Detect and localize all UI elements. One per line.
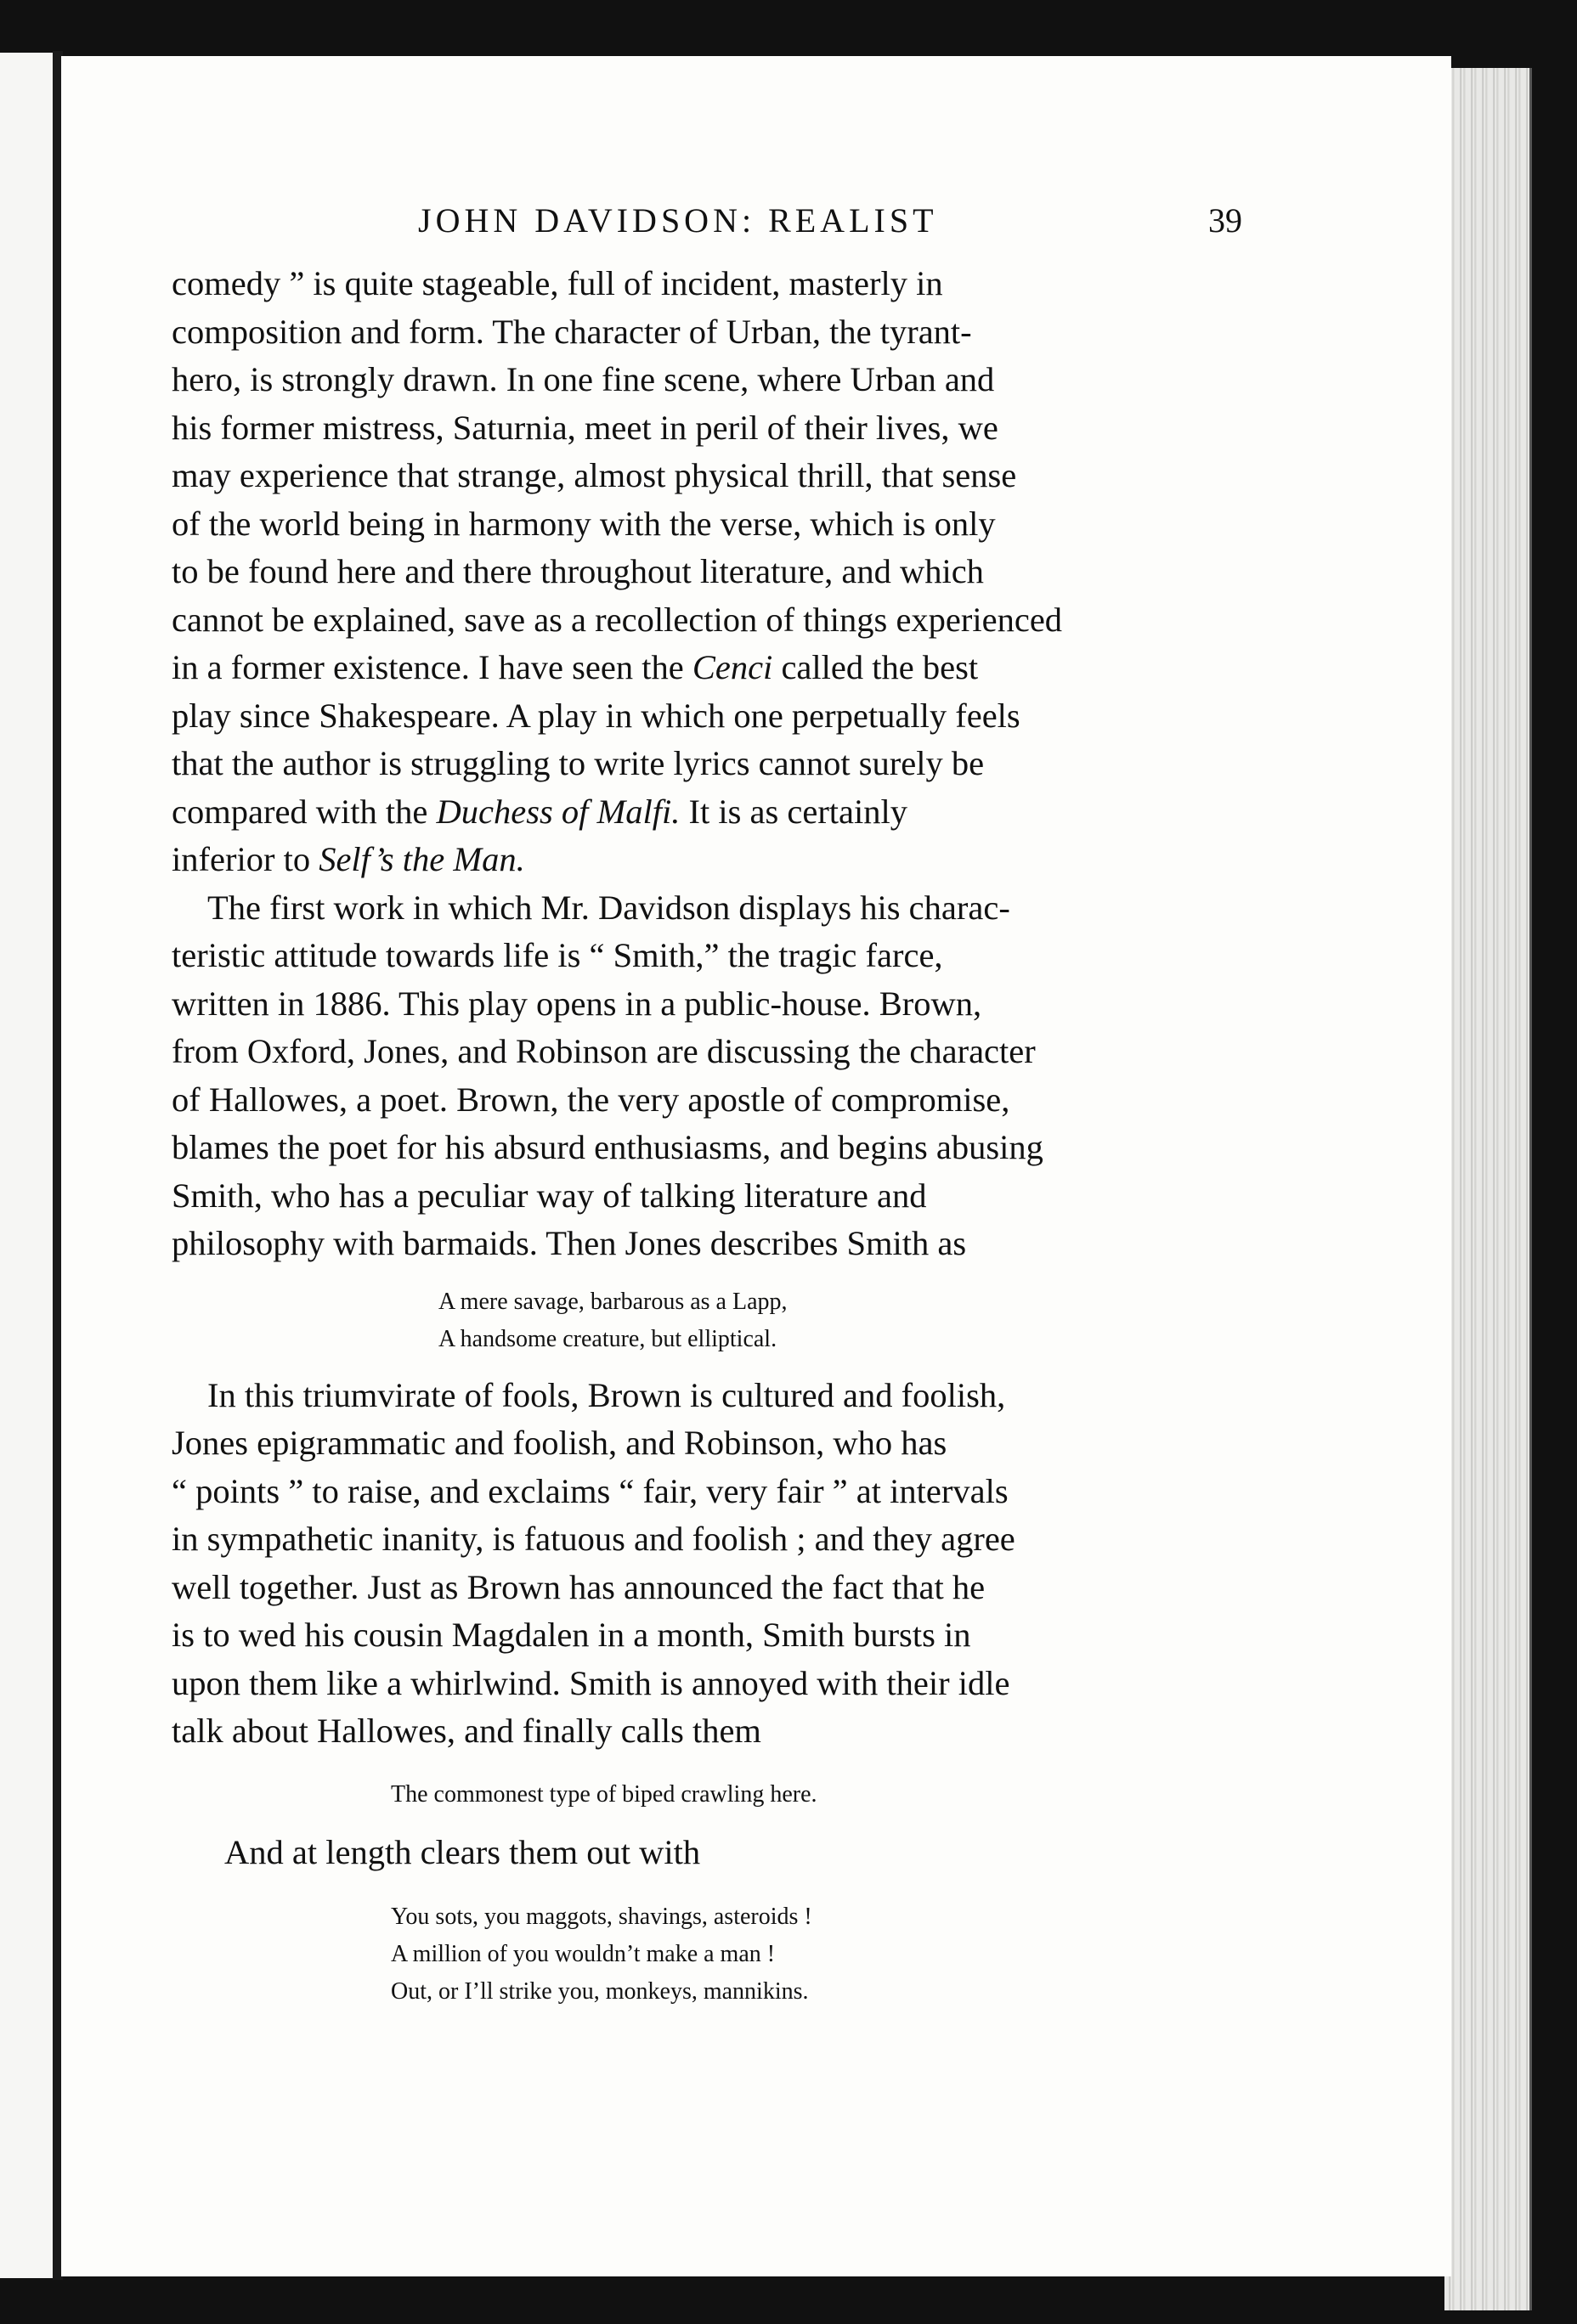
verse-line: A million of you wouldn’t make a man ! <box>391 1941 776 1967</box>
text-line: Jones epigrammatic and foolish, and Robinson, who has <box>172 1424 947 1462</box>
text-line: comedy ” is quite stageable, full of incident, masterly in <box>172 264 943 302</box>
text-line: to be found here and there throughout literature, and which <box>172 552 984 590</box>
verse-line: You sots, you maggots, shavings, asteroids ! <box>391 1904 812 1930</box>
text-line: And at length clears them out with <box>224 1832 701 1871</box>
verse-quote-1 <box>172 1283 1242 1358</box>
text-line: The first work in which Mr. Davidson displays his charac- <box>207 888 1010 927</box>
line-text: compared with the <box>172 792 437 831</box>
verse-quote-2 <box>172 1776 1242 1814</box>
text-line: from Oxford, Jones, and Robinson are discussing the character <box>172 1032 1036 1070</box>
line-text: inferior to <box>172 840 319 878</box>
text-line <box>172 836 1242 884</box>
text-line: blames the poet for his absurd enthusiasms, and begins abusing <box>172 1128 1043 1166</box>
text-line: talk about Hallowes, and finally calls them <box>172 1712 761 1750</box>
text-line <box>172 644 1242 692</box>
text-line: may experience that strange, almost physical thrill, that sense <box>172 456 1017 494</box>
text-line: Smith, who has a peculiar way of talking literature and <box>172 1176 927 1215</box>
text-line: “ points ” to raise, and exclaims “ fair, very fair ” at intervals <box>172 1471 1009 1510</box>
paragraph-2 <box>172 884 1242 1268</box>
book-page <box>61 56 1451 2276</box>
page-stack-edges <box>1444 68 1532 2310</box>
text-line: philosophy with barmaids. Then Jones describes Smith as <box>172 1224 967 1262</box>
verse-line: A mere savage, barbarous as a Lapp, <box>438 1288 788 1315</box>
italic-title-selfs-the-man: Self’s the Man. <box>319 840 525 878</box>
verse-line: A handsome creature, but elliptical. <box>438 1325 777 1352</box>
paragraph-1 <box>172 260 1242 884</box>
text-line <box>172 788 1242 837</box>
line-text: in a former existence. I have seen the <box>172 648 692 686</box>
text-line: his former mistress, Saturnia, meet in peril of their lives, we <box>172 408 998 447</box>
text-line: play since Shakespeare. A play in which one perpetually feels <box>172 696 1020 735</box>
text-line: upon them like a whirlwind. Smith is annoyed with their idle <box>172 1663 1010 1702</box>
previous-page-edge <box>0 53 53 2278</box>
page-content <box>172 200 1242 2024</box>
italic-title-duchess-of-malfi: Duchess of Malfi. <box>436 792 681 831</box>
text-line: that the author is struggling to write lyrics cannot surely be <box>172 744 985 782</box>
text-line: composition and form. The character of Urban, the tyrant- <box>172 312 972 351</box>
verse-line: The commonest type of biped crawling here. <box>391 1780 817 1808</box>
text-line: hero, is strongly drawn. In one fine scene, where Urban and <box>172 360 995 398</box>
running-head <box>172 200 1242 260</box>
text-line: of the world being in harmony with the verse, which is only <box>172 504 996 543</box>
text-line: cannot be explained, save as a recollection of things experienced <box>172 600 1063 639</box>
text-line: of Hallowes, a poet. Brown, the very apostle of compromise, <box>172 1080 1010 1119</box>
italic-title-cenci: Cenci <box>692 648 773 686</box>
line-text: It is as certainly <box>680 792 908 831</box>
text-line: teristic attitude towards life is “ Smith,” the tragic farce, <box>172 936 943 974</box>
text-line: is to wed his cousin Magdalen in a month, Smith bursts in <box>172 1616 971 1654</box>
paragraph-3 <box>172 1372 1242 1756</box>
text-line: written in 1886. This play opens in a public-house. Brown, <box>172 984 982 1023</box>
text-line: in sympathetic inanity, is fatuous and foolish ; and they agree <box>172 1520 1015 1558</box>
paragraph-4 <box>172 1829 1242 1877</box>
line-text: called the best <box>772 648 979 686</box>
text-line: In this triumvirate of fools, Brown is cultured and foolish, <box>207 1375 1006 1414</box>
verse-line: Out, or I’ll strike you, monkeys, mannikins. <box>391 1978 809 2005</box>
running-title: JOHN DAVIDSON: REALIST <box>418 201 938 240</box>
page-number: 39 <box>1208 201 1242 240</box>
verse-quote-3 <box>172 1898 1242 2011</box>
text-line: well together. Just as Brown has announced the fact that he <box>172 1567 986 1606</box>
